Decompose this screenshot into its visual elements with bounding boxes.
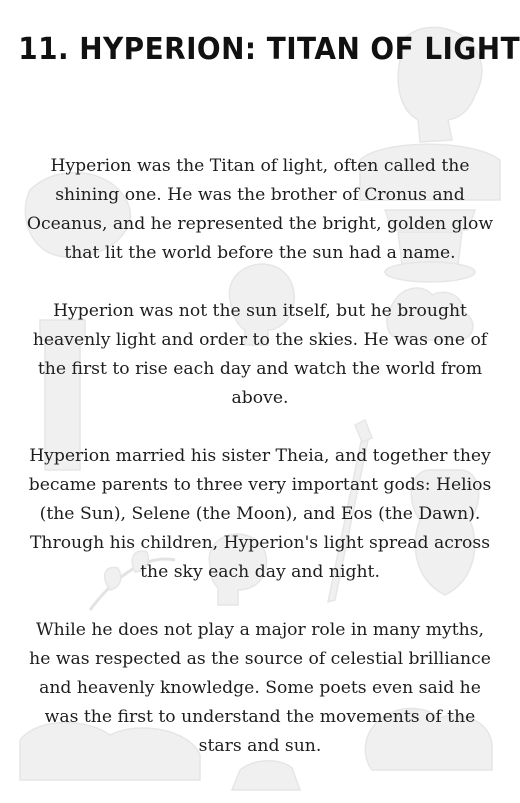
body-text (24, 152, 496, 790)
paragraph: Hyperion was the Titan of light, often called the shining one. He was the brother of Cronus and Oceanus, and he represented the bright, golden glow that lit the world before the sun had a name. (26, 156, 494, 263)
chapter-title: 11. HYPERION: TITAN OF LIGHT (18, 32, 520, 67)
paragraph: While he does not play a major role in many myths, he was respected as the source of celestial brilliance and heavenly knowledge. Some poets even said he was the first to understand the movements of the stars and sun. (29, 620, 491, 756)
paragraph: Hyperion was not the sun itself, but he brought heavenly light and order to the skies. He was one of the first to rise each day and watch the world from above. (32, 301, 488, 408)
paragraph: Hyperion married his sister Theia, and together they became parents to three very important gods: Helios (the Sun), Selene (the Moon), and Eos (the Dawn). Through his children, Hyperion's light spread across the sky each day and night. (28, 446, 492, 582)
